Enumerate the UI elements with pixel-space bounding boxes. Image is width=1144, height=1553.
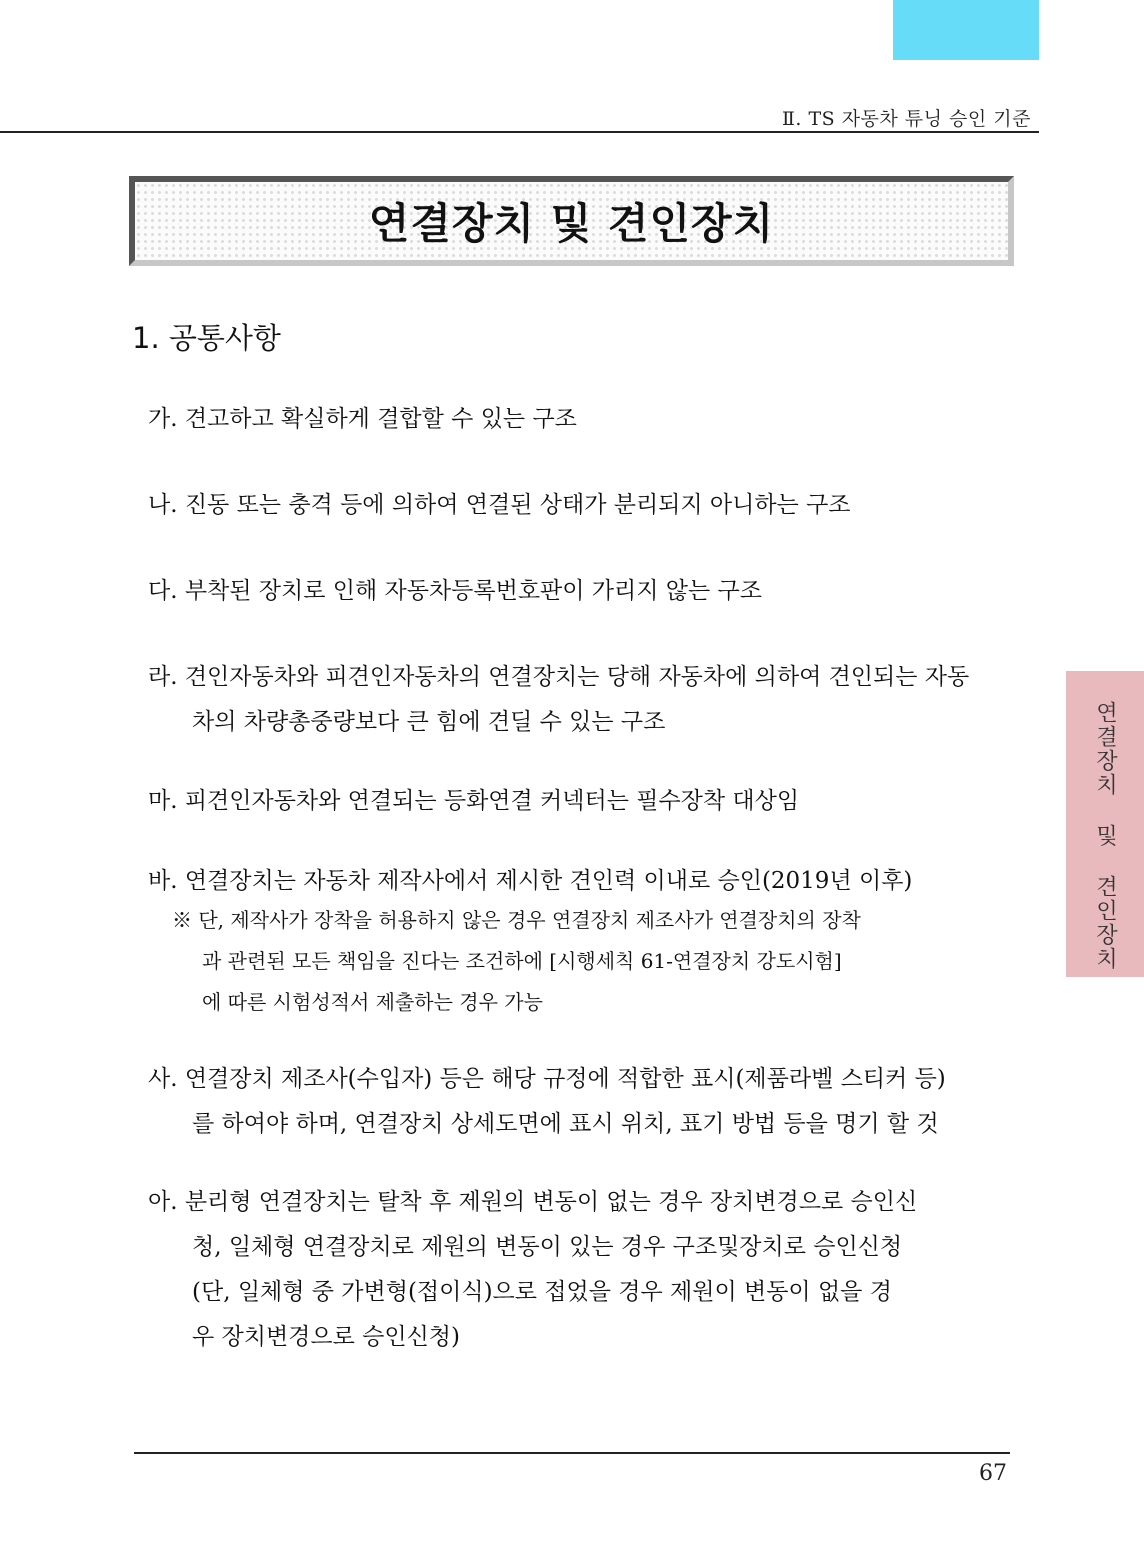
note-block: [172, 900, 1032, 1023]
item-line: 청, 일체형 연결장치로 제원의 변동이 있는 경우 구조및장치로 승인신청: [192, 1234, 903, 1260]
list-item-sa: [148, 1057, 1028, 1147]
corner-color-tab: [893, 0, 1039, 60]
list-item-ba: [148, 859, 1028, 904]
note-line: 과 관련된 모든 책임을 진다는 조건하에 [시행세칙 61-연결장치 강도시험]: [202, 949, 842, 973]
item-line: 사. 연결장치 제조사(수입자) 등은 해당 규정에 적합한 표시(제품라벨 스티커 등): [148, 1066, 946, 1092]
item-line: 라. 견인자동차와 피견인자동차의 연결장치는 당해 자동차에 의하여 견인되는 자동: [148, 664, 970, 690]
list-item-da: [148, 569, 1028, 614]
item-line: 나. 진동 또는 충격 등에 의하여 연결된 상태가 분리되지 아니하는 구조: [148, 492, 851, 518]
item-line: 우 장치변경으로 승인신청): [192, 1324, 460, 1350]
item-line: 마. 피견인자동차와 연결되는 등화연결 커넥터는 필수장착 대상임: [148, 788, 800, 814]
page-title: 연결장치 및 견인장치: [368, 199, 775, 248]
list-item-ma: [148, 779, 1028, 824]
title-box: [129, 176, 1014, 266]
section-heading: 1. 공통사항: [132, 321, 281, 355]
item-line: 를 하여야 하며, 연결장치 상세도면에 표시 위치, 표기 방법 등을 명기 할 것: [192, 1111, 939, 1137]
page-number: 67: [979, 1461, 1007, 1486]
running-header: Ⅱ. TS 자동차 튜닝 승인 기준: [781, 108, 1031, 130]
note-line: 에 따른 시험성적서 제출하는 경우 가능: [202, 990, 543, 1014]
item-line: (단, 일체형 중 가변형(접이식)으로 접었을 경우 제원이 변동이 없을 경: [192, 1279, 892, 1305]
item-line: 아. 분리형 연결장치는 탈착 후 제원의 변동이 없는 경우 장치변경으로 승인신: [148, 1189, 918, 1215]
list-item-a: [148, 1180, 1028, 1360]
list-item-na: [148, 483, 1028, 528]
chapter-side-tab: [1066, 671, 1144, 977]
list-item-ga: [148, 397, 1028, 442]
item-line: 다. 부착된 장치로 인해 자동차등록번호판이 가리지 않는 구조: [148, 578, 762, 604]
side-tab-label: 연결장치 및 견인장치: [1092, 701, 1118, 971]
header-divider: [0, 131, 1039, 133]
item-line: 가. 견고하고 확실하게 결합할 수 있는 구조: [148, 406, 577, 432]
list-item-ra: [148, 655, 1028, 745]
note-line: ※ 단, 제작사가 장착을 허용하지 않은 경우 연결장치 제조사가 연결장치의 장착: [172, 908, 861, 932]
item-line: 차의 차량총중량보다 큰 힘에 견딜 수 있는 구조: [192, 709, 666, 735]
footer-divider: [134, 1452, 1010, 1454]
item-line: 바. 연결장치는 자동차 제작사에서 제시한 견인력 이내로 승인(2019년 이후): [148, 868, 913, 894]
